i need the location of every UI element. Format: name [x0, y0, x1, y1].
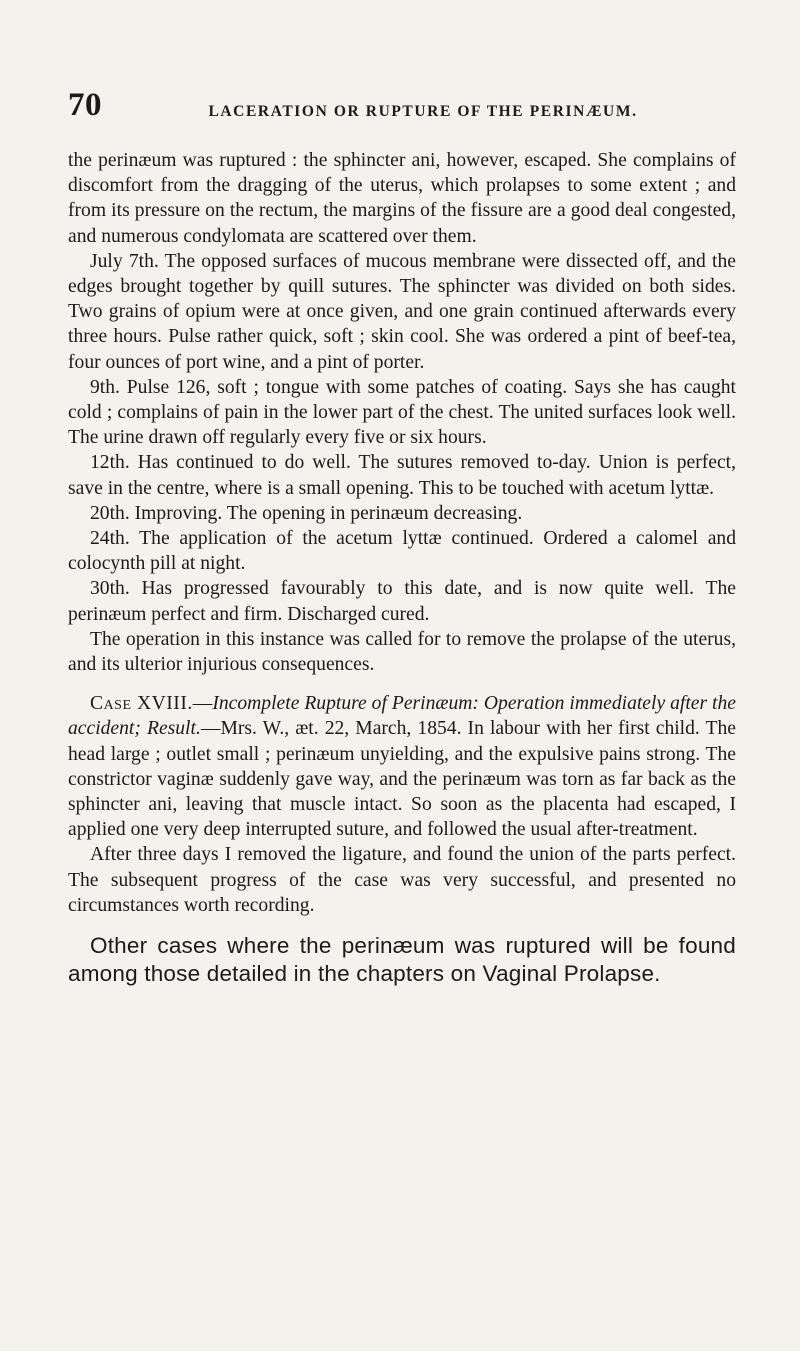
case-dash: —	[192, 693, 213, 715]
paragraph-20th: 20th. Improving. The opening in perinæum decreasing.	[90, 502, 523, 524]
paragraph-after-three-days: After three days I removed the ligature, and found the union of the parts perfect. The subsequent progress of the case was very successful, and presented no circumstances worth recording.	[68, 844, 736, 916]
paragraph-12th: 12th. Has continued to do well. The sutures removed to-day. Union is perfect, save in the centre, where is a small opening. This to be touched with acetum lyttæ.	[68, 452, 736, 499]
paragraph-30th: 30th. Has progressed favourably to this date, and is now quite well. The perinæum perfect and firm. Discharged cured.	[68, 578, 736, 625]
closing-note: Other cases where the perinæum was ruptured will be found among those detailed in the chapters on Vaginal Prolapse.	[68, 933, 736, 987]
paragraph-continuation: the perinæum was ruptured : the sphincter ani, however, escaped. She complains of discomfort from the dragging of the uterus, which prolapses to some extent ; and from its pressure on the rectum, the margins of the fissure are a good deal congested, and numerous condylomata are scattered over them.	[68, 150, 736, 247]
case-label: Case XVIII.	[90, 693, 193, 715]
paragraph-operation-note: The operation in this instance was called for to remove the prolapse of the uterus, and its ulterior injurious consequences.	[68, 628, 736, 676]
case-title: Incomplete Rupture of Perinæum: Operation immediately after the accident; Result.	[68, 693, 736, 740]
case-xviii-paragraph	[68, 691, 736, 842]
running-head: LACERATION OR RUPTURE OF THE PERINÆUM.	[208, 103, 638, 120]
case-text: —Mrs. W., æt. 22, March, 1854. In labour with her first child. The head large ; outlet small ; perinæum unyielding, and the expulsive pains strong. The constrictor vaginæ suddenly gave way, and the perinæum was torn as far back as the sphincter ani, leaving that muscle intact. So soon as the placenta had escaped, I applied one very deep interrupted suture, and followed the usual after-treatment.	[68, 718, 737, 841]
paragraph-9th: 9th. Pulse 126, soft ; tongue with some patches of coating. Says she has caught cold ; complains of pain in the lower part of the chest. The united surfaces look well. The urine drawn off regularly every five or six hours.	[68, 376, 736, 449]
page-header	[68, 87, 736, 135]
paragraph-july-7th: July 7th. The opposed surfaces of mucous membrane were dissected off, and the edges brought together by quill sutures. The sphincter was divided on both sides. Two grains of opium were at once given, and one grain continued afterwards every three hours. Pulse rather quick, soft ; skin cool. She was ordered a pint of beef-tea, four ounces of port wine, and a pint of porter.	[68, 250, 736, 373]
page-number: 70	[68, 87, 102, 123]
paragraph-24th: 24th. The application of the acetum lyttæ continued. Ordered a calomel and colocynth pill at night.	[68, 528, 736, 575]
page-body	[68, 148, 736, 988]
